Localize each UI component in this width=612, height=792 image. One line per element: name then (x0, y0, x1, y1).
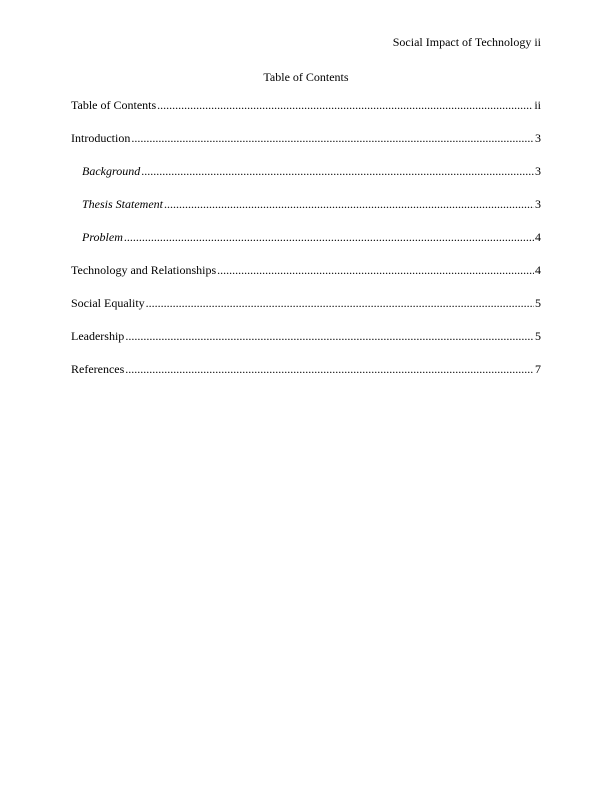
toc-entry-page-number: 4 (535, 230, 541, 244)
toc-entry-references[interactable] (71, 362, 541, 395)
toc-entry-page-number: 4 (535, 263, 541, 277)
toc-entry-introduction[interactable] (71, 131, 541, 164)
toc-dot-leader (164, 197, 534, 211)
toc-entry-label: Background (82, 164, 141, 178)
toc-title: Table of Contents (263, 70, 349, 84)
toc-entry-leadership[interactable] (71, 329, 541, 362)
toc-entry-page-number: 3 (535, 164, 541, 178)
toc-entry-label: Table of Contents (71, 98, 157, 112)
toc-entry-problem[interactable] (71, 230, 541, 263)
toc-entry-label: Introduction (71, 131, 131, 145)
toc-entry-page-number: 3 (535, 197, 541, 211)
toc-entry-label: References (71, 362, 125, 376)
toc-dot-leader (141, 164, 534, 178)
toc-dot-leader (131, 131, 534, 145)
toc-dot-leader (217, 263, 534, 277)
toc-entry-page-number: 5 (535, 296, 541, 310)
toc-dot-leader (146, 296, 534, 310)
toc-entry-label: Problem (82, 230, 123, 244)
toc-dot-leader (125, 329, 534, 343)
toc-entry-page-number: 5 (535, 329, 541, 343)
toc-entry-social-equality[interactable] (71, 296, 541, 329)
toc-dot-leader (124, 230, 534, 244)
toc-dot-leader (157, 98, 533, 112)
toc-entry-technology-and-relationships[interactable] (71, 263, 541, 296)
toc-entry-label: Social Equality (71, 296, 145, 310)
toc-entry-page-number: 3 (535, 131, 541, 145)
toc-dot-leader (125, 362, 534, 376)
toc-entry-label: Technology and Relationships (71, 263, 217, 277)
toc-entry-page-number: 7 (535, 362, 541, 376)
toc-entry-background[interactable] (71, 164, 541, 197)
toc-entry-label: Thesis Statement (82, 197, 163, 211)
toc-entry-page-number: ii (534, 98, 541, 112)
table-of-contents (71, 98, 541, 395)
toc-entry-label: Leadership (71, 329, 125, 343)
toc-entry-thesis-statement[interactable] (71, 197, 541, 230)
running-head: Social Impact of Technology ii (392, 35, 541, 49)
toc-entry-table-of-contents[interactable] (71, 98, 541, 131)
